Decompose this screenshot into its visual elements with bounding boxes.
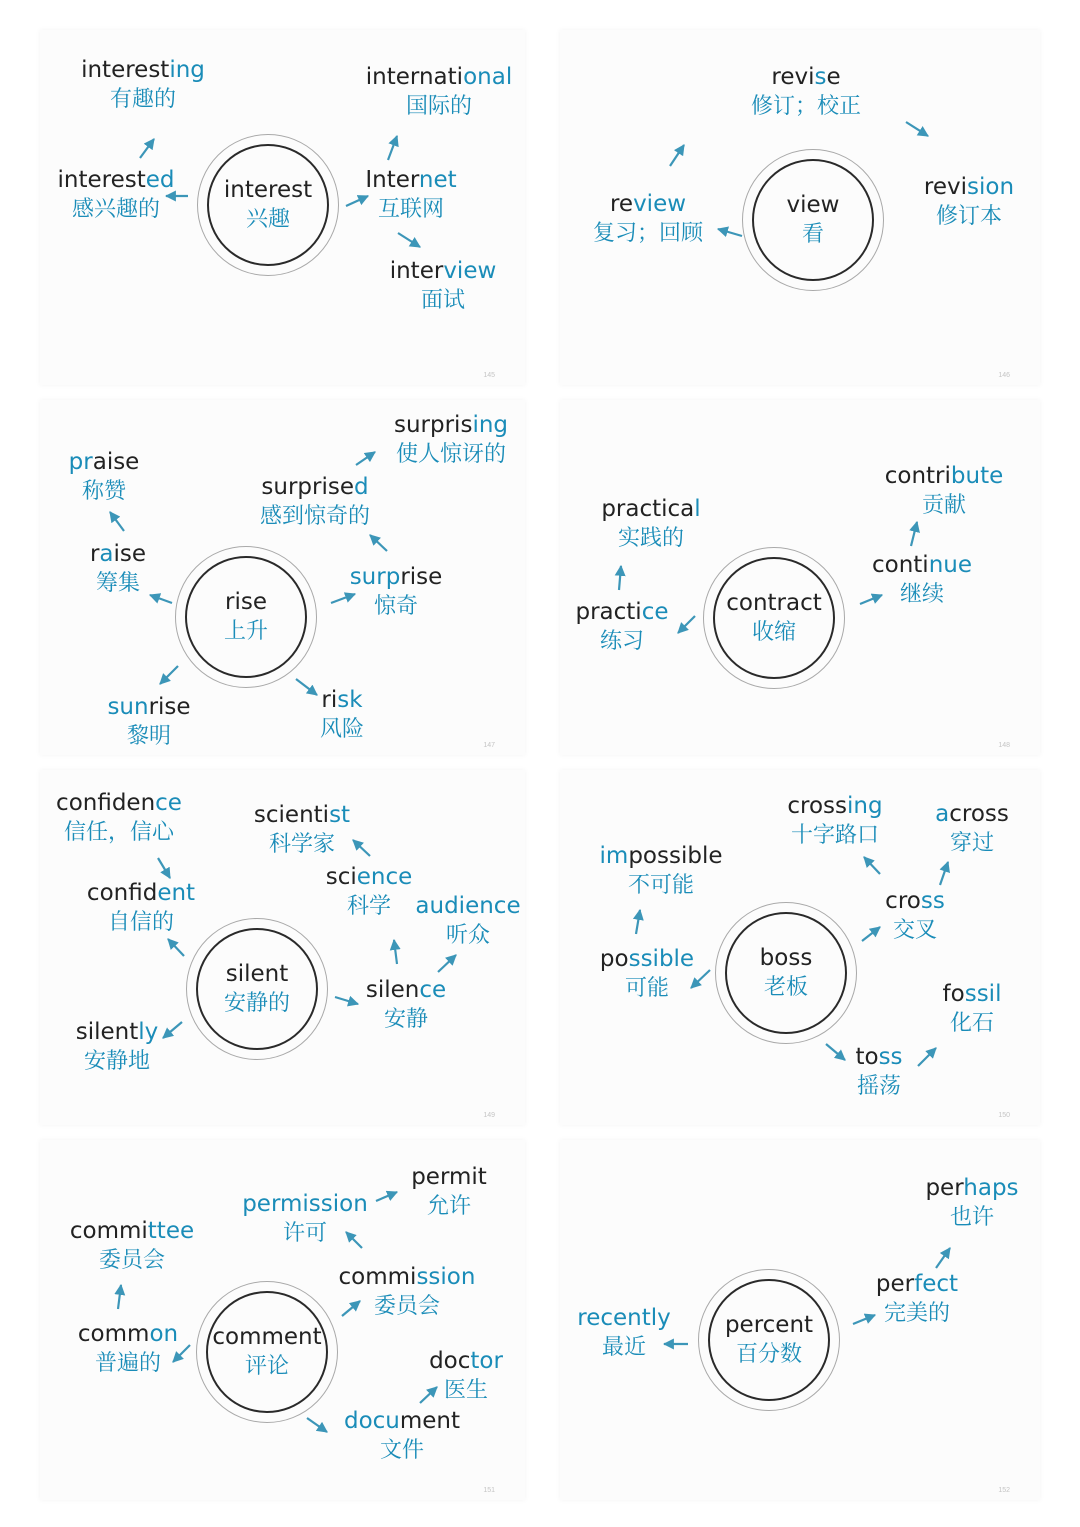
word-stem: contri: [884, 463, 951, 489]
word-node: [925, 1173, 1018, 1233]
word-stem: per: [875, 1271, 915, 1297]
word-affix: a: [935, 801, 950, 827]
word-stem: r: [89, 541, 100, 567]
center-word: comment: [212, 1323, 322, 1350]
word-stem-end: e: [826, 64, 841, 90]
page-number: 152: [998, 1487, 1010, 1494]
word-affix: ing: [847, 793, 883, 819]
word-node: [78, 1319, 178, 1379]
page-number: 146: [998, 372, 1010, 379]
word-affix: ence: [356, 864, 413, 890]
word-meaning: 筹集: [95, 571, 141, 596]
word-node: [885, 886, 945, 946]
center-meaning: 老板: [763, 974, 808, 1000]
center-meaning: 评论: [244, 1353, 289, 1379]
word-stem: Inter: [365, 167, 419, 193]
center-meaning: 上升: [223, 618, 268, 644]
word-node: [76, 1017, 159, 1077]
page-number: 145: [483, 372, 495, 379]
word-node: [943, 979, 1002, 1039]
word-affix: ss: [920, 888, 945, 914]
word-stem: comm: [77, 1321, 150, 1347]
word-stem: cross: [787, 793, 848, 819]
word-meaning: 化石: [949, 1011, 995, 1036]
word-affix: ly: [138, 1019, 159, 1045]
center-meaning: 收缩: [751, 619, 796, 645]
word-stem-end: ise: [113, 541, 147, 567]
word-node: [58, 165, 175, 225]
word-affix: view: [633, 191, 687, 217]
word-affix: audience: [415, 893, 521, 919]
word-meaning: 不可能: [627, 873, 694, 898]
word-node: [81, 55, 205, 115]
word-stem: surpris: [393, 412, 473, 438]
center-node-boss: [715, 902, 857, 1044]
center-meaning: 看: [801, 221, 824, 247]
word-node: [876, 1269, 958, 1329]
page-number: 148: [998, 742, 1010, 749]
word-meaning: 继续: [899, 582, 945, 607]
word-meaning: 委员会: [98, 1248, 166, 1273]
word-meaning: 贡献: [921, 493, 966, 518]
word-affix: net: [418, 167, 457, 193]
word-stem-end: possible: [628, 843, 723, 869]
word-stem: silen: [365, 977, 420, 1003]
word-node: [394, 410, 508, 470]
word-affix: ent: [157, 880, 196, 906]
word-stem: inter: [389, 258, 444, 284]
word-node: [600, 841, 723, 901]
word-stem-end: cross: [949, 801, 1009, 827]
word-affix: view: [443, 258, 497, 284]
word-affix: recently: [577, 1305, 671, 1331]
word-stem-end: ment: [399, 1408, 461, 1434]
word-stem: confiden: [56, 790, 156, 816]
word-affix: sun: [107, 694, 149, 720]
center-word: boss: [759, 944, 813, 971]
word-stem: fo: [942, 981, 965, 1007]
word-meaning: 黎明: [126, 724, 171, 749]
word-affix: l: [694, 496, 701, 522]
center-node-contract: [703, 547, 845, 689]
word-affix: docu: [343, 1408, 400, 1434]
word-node: [366, 975, 446, 1035]
center-node-comment: [196, 1281, 338, 1423]
word-node: [320, 685, 364, 745]
word-node: [365, 165, 456, 225]
word-node: [935, 799, 1009, 859]
center-word: view: [786, 191, 840, 218]
word-stem: permit: [411, 1164, 487, 1190]
word-stem-end: aise: [92, 449, 140, 475]
word-node: [339, 1262, 476, 1322]
word-stem: revi: [923, 174, 968, 200]
center-word: silent: [225, 960, 289, 987]
word-meaning: 摇荡: [856, 1074, 901, 1099]
word-stem: revi: [771, 64, 815, 90]
word-node: [855, 1042, 902, 1102]
word-stem: cro: [885, 888, 921, 914]
word-node: [593, 189, 703, 249]
word-affix: sion: [967, 174, 1015, 200]
word-stem: sci: [325, 864, 357, 890]
word-affix: sk: [337, 687, 363, 713]
word-meaning: 惊奇: [373, 594, 419, 619]
word-stem-end: rise: [148, 694, 191, 720]
word-node: [260, 472, 370, 532]
word-node: [390, 256, 497, 316]
word-affix: ing: [472, 412, 509, 438]
word-node: [56, 788, 182, 848]
word-node: [87, 878, 195, 938]
center-node-interest: [197, 134, 339, 276]
word-meaning: 文件: [379, 1438, 424, 1463]
word-node: [254, 800, 350, 860]
center-word: contract: [726, 589, 822, 616]
word-meaning: 互联网: [377, 197, 444, 222]
word-node: [344, 1406, 460, 1466]
word-node: [577, 1303, 671, 1363]
word-stem: practi: [575, 599, 642, 625]
word-node: [429, 1346, 503, 1406]
word-node: [366, 62, 512, 122]
word-stem: silent: [75, 1019, 139, 1045]
word-stem: commi: [338, 1264, 417, 1290]
word-affix: ce: [419, 977, 447, 1003]
word-affix: surp: [349, 564, 401, 590]
word-affix: st: [329, 802, 351, 828]
word-meaning: 感到惊奇的: [259, 504, 371, 529]
word-meaning: 国际的: [405, 94, 473, 119]
word-meaning: 称赞: [81, 479, 126, 504]
word-node: [70, 1216, 194, 1276]
word-meaning: 医生: [443, 1378, 488, 1403]
page-number: 147: [483, 742, 495, 749]
word-affix: nue: [928, 552, 973, 578]
center-node-view: [742, 149, 884, 291]
word-affix: ed: [145, 167, 175, 193]
word-node: [872, 550, 972, 610]
word-affix: ce: [641, 599, 669, 625]
word-stem: conti: [871, 552, 929, 578]
word-stem: internati: [365, 64, 464, 90]
word-stem: doc: [429, 1348, 471, 1374]
word-affix: ttee: [147, 1218, 195, 1244]
word-node: [90, 539, 146, 599]
word-stem: practica: [601, 496, 695, 522]
word-meaning: 可能: [624, 976, 670, 1001]
center-node-percent: [698, 1269, 840, 1411]
word-affix: ssil: [964, 981, 1002, 1007]
word-stem: po: [599, 946, 629, 972]
center-word: interest: [223, 176, 313, 203]
word-meaning: 普遍的: [94, 1351, 161, 1376]
word-meaning: 感兴趣的: [71, 197, 160, 222]
page-number: 149: [483, 1112, 495, 1119]
word-stem: interest: [57, 167, 146, 193]
word-affix: on: [149, 1321, 179, 1347]
word-meaning: 科学家: [268, 832, 336, 857]
word-meaning: 修订本: [935, 204, 1003, 229]
word-meaning: 信任，信心: [63, 820, 174, 845]
word-stem: per: [925, 1175, 964, 1201]
word-meaning: 风险: [319, 717, 365, 742]
word-node: [787, 791, 882, 851]
word-affix: pr: [68, 449, 93, 475]
word-node: [69, 447, 140, 507]
word-affix: fect: [914, 1271, 959, 1297]
word-meaning: 使人惊讶的: [395, 442, 506, 467]
word-meaning: 交叉: [892, 918, 938, 943]
word-meaning: 穿过: [949, 831, 994, 856]
center-meaning: 兴趣: [245, 206, 290, 232]
word-meaning: 最近: [601, 1335, 646, 1360]
word-stem: ri: [321, 687, 338, 713]
word-node: [350, 562, 443, 622]
word-node: [924, 172, 1014, 232]
word-node: [885, 461, 1004, 521]
word-meaning: 也许: [949, 1205, 995, 1230]
word-node: [411, 1162, 487, 1222]
word-stem: re: [609, 191, 634, 217]
word-affix: ssion: [416, 1264, 476, 1290]
word-node: [242, 1189, 368, 1249]
word-affix: onal: [463, 64, 513, 90]
center-word: percent: [724, 1311, 814, 1338]
word-meaning: 安静地: [83, 1049, 150, 1074]
center-word: rise: [225, 588, 267, 615]
word-meaning: 面试: [420, 288, 465, 313]
word-affix: s: [814, 64, 827, 90]
word-meaning: 十字路口: [790, 823, 879, 848]
word-stem-end: rise: [400, 564, 443, 590]
word-affix: ing: [169, 57, 205, 83]
word-node: [415, 891, 520, 951]
word-affix: permission: [242, 1191, 368, 1217]
word-node: [601, 494, 700, 554]
word-node: [575, 597, 668, 657]
word-meaning: 许可: [282, 1221, 328, 1246]
word-stem: confid: [86, 880, 158, 906]
word-node: [751, 62, 861, 122]
word-stem: to: [855, 1044, 879, 1070]
center-node-silent: [186, 918, 328, 1060]
word-node: [600, 944, 694, 1004]
word-meaning: 有趣的: [109, 87, 177, 112]
page-number: 151: [483, 1487, 495, 1494]
word-meaning: 练习: [599, 629, 645, 654]
word-meaning: 允许: [426, 1194, 471, 1219]
word-affix: d: [353, 474, 369, 500]
word-node: [326, 862, 413, 922]
word-meaning: 修订；校正: [750, 94, 862, 119]
word-affix: tor: [470, 1348, 503, 1374]
center-meaning: 百分数: [735, 1341, 802, 1367]
word-stem: scienti: [253, 802, 330, 828]
word-meaning: 完美的: [883, 1301, 951, 1326]
word-meaning: 自信的: [107, 910, 175, 935]
word-node: [107, 692, 190, 752]
word-stem: commi: [69, 1218, 148, 1244]
center-node-rise: [175, 546, 317, 688]
word-affix: bute: [950, 463, 1004, 489]
word-affix: ssible: [628, 946, 695, 972]
word-affix: ce: [155, 790, 182, 816]
word-meaning: 安静: [383, 1007, 429, 1032]
word-meaning: 委员会: [373, 1294, 440, 1319]
word-affix: im: [599, 843, 629, 869]
center-meaning: 安静的: [223, 990, 290, 1016]
word-meaning: 实践的: [617, 526, 684, 551]
word-stem: interest: [81, 57, 170, 83]
word-affix: ss: [878, 1044, 903, 1070]
word-affix: haps: [963, 1175, 1019, 1201]
page-number: 150: [998, 1112, 1010, 1119]
word-meaning: 听众: [445, 923, 490, 948]
word-stem: surprise: [261, 474, 354, 500]
word-meaning: 科学: [346, 894, 391, 919]
word-affix: a: [99, 541, 114, 567]
word-meaning: 复习；回顾: [592, 221, 704, 246]
